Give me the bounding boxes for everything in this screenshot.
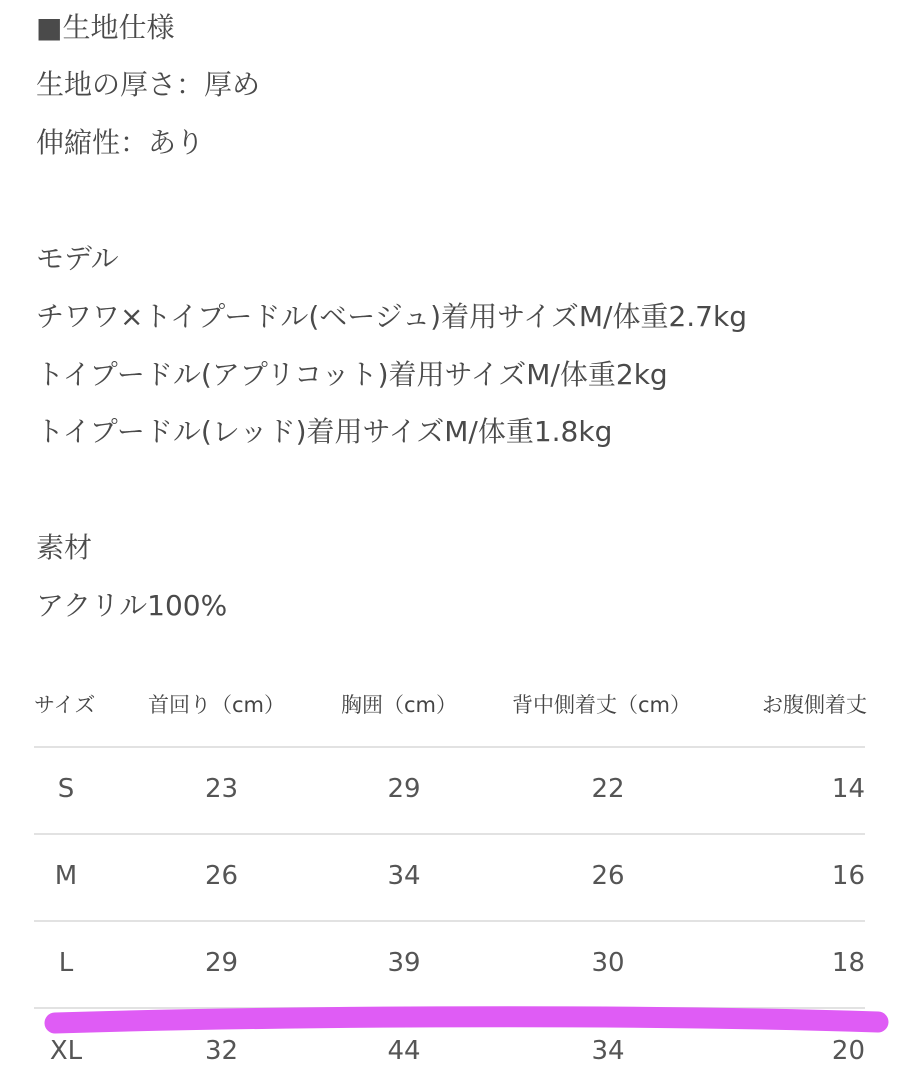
header-chest: 胸囲（cm） — [341, 693, 458, 717]
cell-size: XL — [49, 1036, 83, 1066]
cell-neck: 32 — [204, 1036, 239, 1066]
cell-back-length: 34 — [591, 1036, 625, 1066]
cell-back-length: 30 — [591, 948, 625, 978]
cell-chest: 44 — [387, 1036, 421, 1066]
cell-neck: 29 — [204, 948, 239, 978]
cell-belly-length: 16 — [831, 861, 865, 891]
cell-belly-length: 14 — [831, 774, 865, 804]
cell-chest: 39 — [387, 948, 421, 978]
cell-belly-length: 20 — [831, 1036, 865, 1066]
cell-chest: 29 — [387, 774, 421, 804]
material-value: アクリル100% — [36, 589, 228, 622]
cell-back-length: 22 — [591, 774, 625, 804]
header-back-length: 背中側着丈（cm） — [512, 693, 692, 717]
model-heading: モデル — [36, 242, 119, 275]
size-table-header — [34, 676, 865, 748]
cell-size: M — [54, 861, 78, 891]
fabric-thickness: 生地の厚さ：厚め — [36, 68, 261, 101]
table-row — [34, 835, 865, 922]
table-row — [34, 1009, 865, 1069]
cell-neck: 23 — [204, 774, 239, 804]
size-table — [34, 676, 865, 1069]
model-line-1: チワワ×トイプードル(ベージュ)着用サイズM/体重2.7kg — [36, 300, 747, 333]
header-belly-length: お腹側着丈 — [762, 693, 867, 717]
fabric-spec-heading: ■生地仕様 — [36, 11, 175, 44]
cell-size: S — [57, 774, 75, 804]
table-row — [34, 922, 865, 1009]
fabric-stretch: 伸縮性：あり — [36, 126, 205, 159]
cell-chest: 34 — [387, 861, 421, 891]
cell-back-length: 26 — [591, 861, 625, 891]
cell-size: L — [58, 948, 74, 978]
material-heading: 素材 — [36, 531, 93, 564]
cell-belly-length: 18 — [831, 948, 865, 978]
model-line-2: トイプードル(アプリコット)着用サイズM/体重2kg — [36, 358, 668, 391]
header-neck: 首回り（cm） — [148, 693, 286, 717]
cell-neck: 26 — [204, 861, 239, 891]
model-line-3: トイプードル(レッド)着用サイズM/体重1.8kg — [36, 415, 613, 448]
header-size: サイズ — [34, 693, 96, 717]
table-row — [34, 748, 865, 835]
